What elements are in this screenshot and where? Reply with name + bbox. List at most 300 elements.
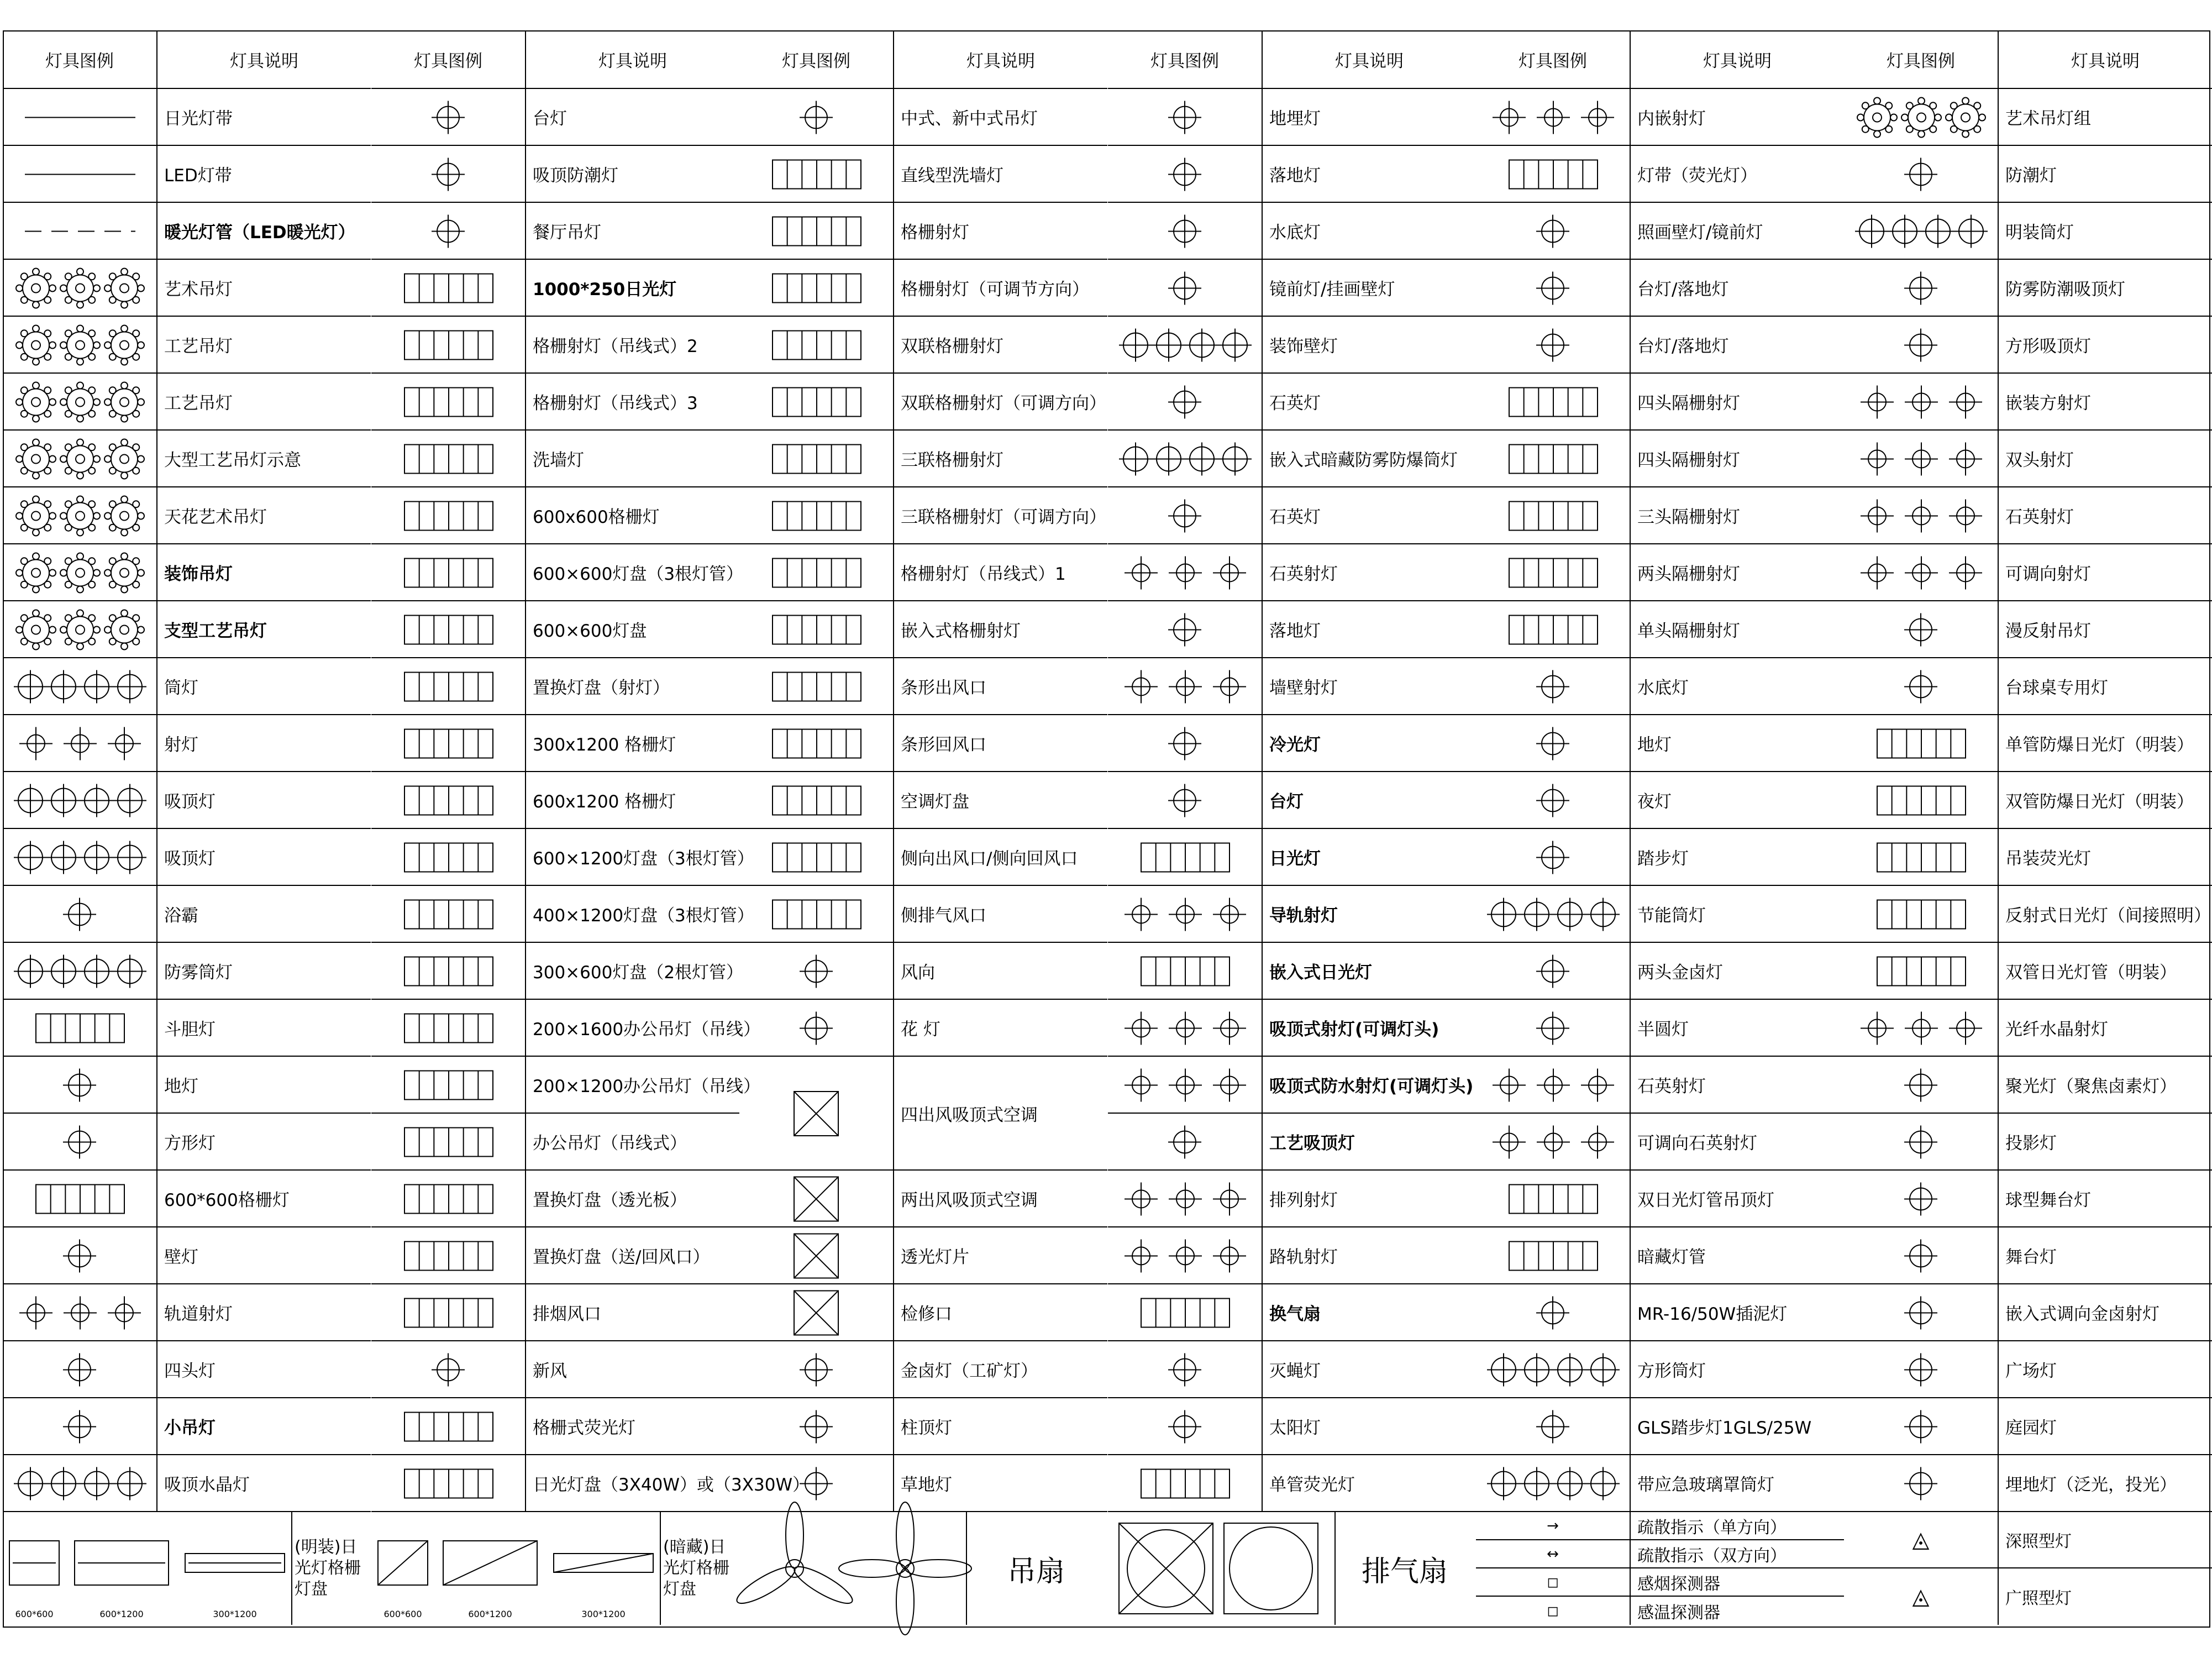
legend-row: [371, 544, 744, 601]
legend-symbol: [371, 431, 526, 486]
legend-symbol: [1844, 544, 1999, 600]
legend-row: [1476, 146, 1844, 203]
legend-symbol: [371, 544, 526, 600]
legend-symbol: [1108, 658, 1263, 714]
legend-symbol: [1476, 544, 1631, 600]
picture-lamp-icon: [1476, 203, 1630, 260]
ceiling-ac-icon: [739, 1057, 893, 1171]
panel-icon: [371, 1227, 525, 1284]
header-desc: 灯具说明: [1335, 51, 1404, 71]
desk-lamp-icon: [1108, 772, 1262, 829]
legend-label: 可调向石英射灯: [1637, 1134, 1757, 1153]
legend-symbol: [1108, 487, 1263, 543]
legend-label: 600×600灯盘: [533, 621, 647, 641]
decor-wall-icon: [1108, 317, 1262, 374]
craft-ceiling-icon: [1108, 1114, 1262, 1171]
legend-symbol: [739, 1171, 894, 1226]
legend-label: 600x600格栅灯: [533, 507, 660, 527]
legend-row: [371, 1057, 761, 1114]
legend-symbol: [1476, 1000, 1631, 1056]
legend-label: 浴霸: [164, 906, 198, 926]
legend-label: 四头灯: [164, 1361, 216, 1381]
legend-symbol: [739, 260, 894, 316]
legend-row: [1108, 829, 1476, 886]
legend-row: [3, 1171, 371, 1227]
legend-symbol: [1108, 203, 1263, 259]
legend-row: [3, 203, 371, 260]
chinese-pendant-icon: [739, 89, 893, 146]
legend-label: 舞台灯: [2005, 1247, 2057, 1267]
line-icon: [3, 89, 156, 146]
legend-row: [3, 1398, 371, 1455]
header-desc: 灯具说明: [2071, 51, 2140, 71]
legend-label: 四头隔栅射灯: [1637, 393, 1740, 413]
legend-symbol: [1476, 89, 1631, 145]
legend-label: 反射式日光灯（间接照明）: [2005, 906, 2211, 926]
side-exhaust-icon: [739, 886, 893, 943]
light-film-icon: [739, 1227, 893, 1284]
eco-downlight-icon: [1476, 886, 1630, 943]
legend-symbol: [1844, 260, 1999, 316]
legend-symbol: [371, 487, 526, 543]
inground-icon: [1108, 89, 1262, 146]
legend-label: 置换灯盘（射灯）: [533, 678, 670, 698]
panel-icon: [371, 886, 525, 943]
legend-symbol: [1844, 1284, 1999, 1340]
legend-row: [1476, 1227, 1844, 1284]
legend-symbol: [1108, 1057, 1263, 1113]
legend-row: [1476, 1000, 1844, 1057]
legend-symbol: [1844, 1227, 1999, 1283]
legend-label: 双管日光灯管（明装）: [2005, 963, 2177, 983]
legend-label: 洗墙灯: [533, 450, 584, 470]
legend-row: [3, 715, 371, 772]
legend-row: [739, 886, 1107, 943]
legend-row: [3, 772, 371, 829]
legend-symbol: [739, 544, 894, 600]
legend-label: 600x1200 格栅灯: [533, 792, 676, 812]
legend-symbol: [739, 943, 894, 999]
projector-lamp-icon: [1844, 1114, 1998, 1171]
legend-symbol: [1108, 544, 1263, 600]
legend-label: 200×1200办公吊灯（吊线）: [533, 1077, 761, 1096]
legend-row: [739, 943, 1107, 1000]
legend-label: 照画壁灯/镜前灯: [1637, 223, 1763, 243]
legend-row: [739, 544, 1107, 601]
legend-label: 太阳灯: [1269, 1418, 1321, 1438]
legend-row: [371, 1227, 739, 1284]
panel-icon: [371, 943, 525, 1000]
indicator-icon: →: [1476, 1512, 1631, 1539]
legend-row: [1844, 943, 2212, 1000]
small-pendant-icon: [3, 1398, 156, 1455]
antifog-ceiling-icon: [1844, 260, 1998, 317]
legend-row: [1108, 658, 1476, 715]
legend-symbol: [1108, 601, 1263, 657]
legend-symbol: [739, 203, 894, 259]
legend-label: 格栅射灯（吊线式）2: [533, 337, 698, 356]
garden-lamp-icon: [1844, 1398, 1998, 1455]
grille-spot-icon: [1476, 544, 1630, 601]
bottom-label: 疏散指示（单方向）: [1637, 1518, 1787, 1538]
legend-symbol: [3, 772, 157, 828]
fiber-spot-icon: [1844, 1000, 1998, 1057]
legend-label: 小吊灯: [164, 1418, 216, 1438]
bottom-label: 吊扇: [966, 1512, 1105, 1625]
legend-symbol: [739, 487, 894, 543]
legend-symbol: [1844, 658, 1999, 714]
legend-symbol: [371, 601, 526, 657]
legend-symbol: [739, 601, 894, 657]
legend-symbol: [1844, 715, 1999, 771]
legend-label: MR-16/50W插泥灯: [1637, 1304, 1788, 1324]
legend-row: [739, 1057, 1107, 1171]
grille-spot-icon: [739, 374, 893, 431]
legend-symbol: [1844, 943, 1999, 999]
legend-label: 工艺吊灯: [164, 393, 233, 413]
legend-label: 办公吊灯（吊线式）: [533, 1134, 687, 1153]
legend-symbol: [371, 317, 526, 372]
legend-column-5: [1476, 30, 1844, 1625]
emergency-downlight-icon: [1476, 1455, 1630, 1512]
legend-label: 方形灯: [164, 1134, 216, 1153]
sun-lamp-icon: [1108, 1398, 1262, 1455]
legend-row: [1844, 886, 2212, 943]
grille-spot-icon: [739, 431, 893, 487]
legend-label: 侧排气风口: [901, 906, 986, 926]
grille-spot-icon: [371, 374, 525, 431]
legend-label: 落地灯: [1269, 166, 1321, 186]
legend-symbol: [1476, 431, 1631, 486]
floor-lamp-icon: [1108, 601, 1262, 658]
legend-row: [3, 544, 371, 601]
lamp-type-icon: ◬: [1844, 1568, 1999, 1625]
floor-lamp-icon: [1476, 715, 1630, 772]
legend-symbol: [739, 829, 894, 885]
legend-symbol: [3, 431, 157, 486]
legend-label: 日光灯带: [164, 109, 233, 129]
bottom-block: [1108, 1512, 1476, 1625]
legend-label: 石英射灯: [2005, 507, 2074, 527]
legend-row: [1476, 715, 1844, 772]
fresh-air-icon: [371, 1341, 525, 1398]
legend-symbol: [1844, 886, 1999, 942]
fly-killer-icon: [1108, 1341, 1262, 1398]
square-ceiling-icon: [1844, 317, 1998, 374]
legend-label: 金卤灯（工矿灯）: [901, 1361, 1038, 1381]
bottom-label: 广照型灯: [2005, 1589, 2072, 1608]
legend-row: [3, 89, 371, 146]
legend-row: [371, 829, 754, 886]
legend-row: [739, 1455, 1107, 1512]
grille-spot-icon: [1476, 601, 1630, 658]
legend-symbol: [1476, 658, 1631, 714]
legend-symbol: [1476, 829, 1631, 885]
legend-symbol: [1476, 772, 1631, 828]
legend-symbol: [3, 1341, 157, 1397]
legend-symbol: [1108, 260, 1263, 316]
legend-symbol: [1476, 886, 1631, 942]
legend-row: [1476, 1455, 1844, 1512]
panel-icon: [371, 544, 525, 601]
legend-row: [371, 943, 744, 1000]
legend-symbol: [739, 1455, 894, 1511]
legend-label: 暖光灯管（LED暖光灯）: [164, 223, 355, 243]
hidden-grid-panels-icon: [371, 1512, 659, 1625]
ceiling-fan-icon: [739, 1512, 971, 1625]
header-row: [739, 30, 1107, 89]
legend-symbol: [1476, 943, 1631, 999]
legend-row: [3, 374, 371, 431]
legend-label: 防雾筒灯: [164, 963, 233, 983]
legend-label: 两头金卤灯: [1637, 963, 1723, 983]
legend-symbol: [1844, 1455, 1999, 1511]
legend-symbol: [1476, 1057, 1631, 1113]
night-lamp-icon: [1476, 772, 1630, 829]
ceiling-lamp-icon: [3, 772, 156, 829]
legend-row: [371, 317, 739, 374]
legend-symbol: [3, 715, 157, 771]
fluorescent-icon: [371, 260, 525, 317]
craft-chandelier-icon: [3, 317, 156, 374]
legend-symbol: [3, 374, 157, 429]
legend-row: [1476, 1398, 1844, 1455]
legend-row: [1108, 1057, 1476, 1114]
legend-label: 三头隔栅射灯: [1637, 507, 1740, 527]
recessed-downlight-icon: [1108, 431, 1262, 487]
craft-chandelier-icon: [3, 374, 156, 431]
legend-label: 吸顶式射灯(可调灯头): [1269, 1020, 1439, 1040]
bottom-block: [371, 1512, 739, 1625]
legend-label: 地灯: [1637, 735, 1672, 755]
panel-size-label: 600*1200: [468, 1609, 512, 1619]
ceiling-art-lamp-icon: [3, 487, 156, 544]
legend-symbol: [1108, 431, 1263, 486]
legend-symbol: [3, 146, 157, 202]
recessed-spot-icon: [1476, 89, 1630, 146]
legend-symbol: [1108, 829, 1263, 885]
legend-symbol: [3, 487, 157, 543]
bottom-row: [1476, 1540, 1844, 1568]
legend-symbol: [1844, 772, 1999, 828]
legend-row: [1844, 601, 2212, 658]
legend-symbol: [3, 943, 157, 999]
bottom-label: (明装)日光灯格栅灯盘: [291, 1512, 369, 1625]
header-desc: 灯具说明: [966, 51, 1035, 71]
legend-row: [1108, 544, 1476, 601]
legend-row: [371, 487, 739, 544]
legend-label: 吸顶灯: [164, 849, 216, 869]
four-head-icon: [3, 1341, 156, 1398]
legend-symbol: [1108, 772, 1263, 828]
legend-row: [371, 601, 739, 658]
legend-label: 装饰壁灯: [1269, 337, 1338, 356]
flower-lamp-icon: [739, 1000, 893, 1057]
legend-label: 吸顶防潮灯: [533, 166, 618, 186]
header-symbol: 灯具图例: [3, 30, 157, 88]
legend-row: [1844, 146, 2212, 203]
legend-symbol: [1844, 89, 1999, 145]
indicator-icon: ◻: [1476, 1568, 1631, 1596]
legend-row: [3, 1114, 371, 1171]
hanging-fluorescent-icon: [1844, 829, 1998, 886]
legend-row: [739, 487, 1107, 544]
quartz-spot-icon: [1476, 1114, 1630, 1171]
legend-symbol: [1844, 146, 1999, 202]
legend-row: [3, 1227, 371, 1284]
legend-row: [1476, 658, 1844, 715]
legend-label: 条形出风口: [901, 678, 986, 698]
legend-row: [1108, 1227, 1476, 1284]
legend-row: [371, 1000, 761, 1057]
legend-symbol: [3, 1455, 157, 1511]
underwater-icon: [1476, 658, 1630, 715]
legend-symbol: [3, 1114, 157, 1169]
legend-label: 防潮灯: [2005, 166, 2057, 186]
legend-label: 嵌入式格栅射灯: [901, 621, 1021, 641]
legend-row: [1844, 431, 2212, 487]
adjustable-spot-icon: [1844, 544, 1998, 601]
legend-row: [1108, 203, 1476, 260]
legend-row: [371, 1398, 739, 1455]
legend-symbol: [3, 1398, 157, 1454]
legend-symbol: [1108, 89, 1263, 145]
legend-row: [1476, 431, 1844, 487]
legend-row: [3, 260, 371, 317]
grille-spot-icon: [739, 260, 893, 317]
legend-symbol: [3, 203, 157, 259]
legend-label: 支型工艺吊灯: [164, 621, 267, 641]
grille-spot-icon: [1476, 431, 1630, 487]
legend-label: 换气扇: [1269, 1304, 1321, 1324]
legend-row: [739, 772, 1107, 829]
wind-direction-icon: [739, 943, 893, 1000]
legend-symbol: [1844, 1171, 1999, 1226]
legend-row: [739, 1398, 1107, 1455]
bottom-block: [1844, 1512, 2212, 1625]
linear-washer-icon: [739, 146, 893, 203]
legend-symbol: [1108, 715, 1263, 771]
legend-symbol: [1108, 1227, 1263, 1283]
legend-symbol: [3, 601, 157, 657]
panel-size-label: 300*1200: [213, 1609, 257, 1619]
desk-lamp-icon: [1476, 317, 1630, 374]
legend-label: 内嵌射灯: [1637, 109, 1706, 129]
header-desc: 灯具说明: [598, 51, 667, 71]
diffuse-pendant-icon: [1844, 601, 1998, 658]
legend-label: 嵌入式调向金卤射灯: [2005, 1304, 2160, 1324]
legend-symbol: [739, 886, 894, 942]
billiard-lamp-icon: [1844, 658, 1998, 715]
grille-spot-icon: [739, 601, 893, 658]
legend-symbol: [1476, 715, 1631, 771]
legend-label: 双联格栅射灯: [901, 337, 1003, 356]
recessed-fluorescent-icon: [1108, 943, 1262, 1000]
ceiling-lamp-icon: [3, 829, 156, 886]
legend-symbol: [1108, 1341, 1263, 1397]
branch-chandelier-icon: [3, 601, 156, 658]
legend-label: 吊装荧光灯: [2005, 849, 2091, 869]
legend-row: [1108, 1114, 1476, 1171]
legend-symbol: [1108, 1284, 1263, 1340]
grid-lamp-icon: [3, 1171, 156, 1227]
large-chandelier-icon: [3, 431, 156, 487]
double-tube-icon: [1476, 1171, 1630, 1227]
header-row: [3, 30, 371, 89]
grille-spot-icon: [739, 203, 893, 260]
exhaust-fan-icon: [1108, 1512, 1340, 1625]
legend-row: [371, 260, 739, 317]
legend-label: 工艺吸顶灯: [1269, 1134, 1355, 1153]
indicator-icon: ↔: [1476, 1540, 1631, 1567]
legend-symbol: [1476, 1114, 1631, 1169]
legend-row: [3, 829, 371, 886]
legend-row: [1844, 1227, 2212, 1284]
legend-symbol: [739, 1000, 894, 1056]
legend-label: 水底灯: [1269, 223, 1321, 243]
legend-label: 台灯: [533, 109, 567, 129]
legend-label: 双头射灯: [2005, 450, 2074, 470]
legend-row: [1844, 1114, 2212, 1171]
bottom-label: 疏散指示（双方向）: [1637, 1546, 1787, 1566]
legend-symbol: [1476, 374, 1631, 429]
legend-label: 排列射灯: [1269, 1190, 1338, 1210]
grille-spot-icon: [1476, 374, 1630, 431]
bottom-label: 感温探测器: [1637, 1603, 1720, 1623]
legend-symbol: [1476, 1398, 1631, 1454]
legend-label: 路轨射灯: [1269, 1247, 1338, 1267]
legend-symbol: [371, 89, 526, 145]
legend-symbol: [371, 146, 526, 202]
legend-symbol: [1844, 1000, 1999, 1056]
floor-lamp-icon: [3, 1057, 156, 1114]
legend-row: [1108, 772, 1476, 829]
legend-label: 两出风吸顶式空调: [901, 1190, 1038, 1210]
recessed-square-spot-icon: [1844, 374, 1998, 431]
legend-label: 地灯: [164, 1077, 198, 1096]
legend-row: [1476, 89, 1844, 146]
legend-label: 石英射灯: [1269, 564, 1338, 584]
legend-row: [739, 1171, 1107, 1227]
legend-symbol: [3, 658, 157, 714]
legend-label: 600×1200灯盘（3根灯管）: [533, 849, 754, 869]
header-symbol: 灯具图例: [739, 30, 894, 88]
line-icon: [3, 146, 156, 203]
legend-symbol: [1844, 1341, 1999, 1397]
legend-label: 餐厅吊灯: [533, 223, 601, 243]
ball-stage-icon: [1844, 1171, 1998, 1227]
ac-panel-icon: [739, 772, 893, 829]
legend-label: 排烟风口: [533, 1304, 601, 1324]
single-tube-icon: [1108, 1455, 1262, 1512]
legend-symbol: [371, 772, 526, 828]
legend-symbol: [1108, 317, 1263, 372]
legend-row: [3, 1000, 371, 1057]
access-hatch-icon: [739, 1284, 893, 1341]
legend-label: 单头隔栅射灯: [1637, 621, 1740, 641]
legend-symbol: [1476, 317, 1631, 372]
legend-symbol: [3, 1000, 157, 1056]
grid-lamp-icon: [371, 715, 525, 772]
legend-label: 双日光灯管吊顶灯: [1637, 1190, 1774, 1210]
legend-row: [1844, 1455, 2212, 1512]
legend-symbol: [371, 658, 526, 714]
legend-row: [1476, 317, 1844, 374]
legend-label: 漫反射吊灯: [2005, 621, 2091, 641]
legend-row: [1844, 1284, 2212, 1341]
downlight-icon: [3, 658, 156, 715]
legend-label: 吸顶灯: [164, 792, 216, 812]
